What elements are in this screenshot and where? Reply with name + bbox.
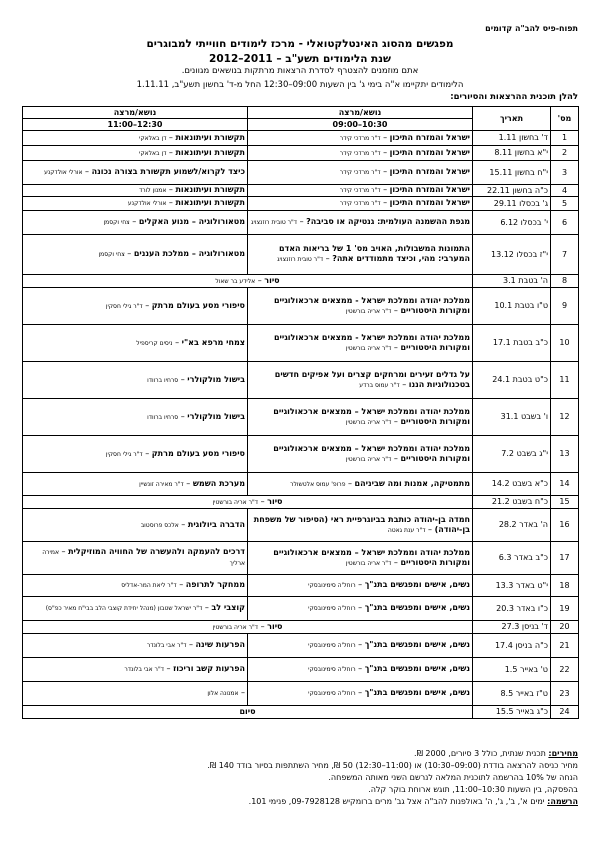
subject-cell-1: ישראל והמזרח התיכון – ד"ר מרדכי קידר	[248, 146, 473, 161]
subject-cell-1: מגפת ההשמנה העולמית: גנטיקה או סביבה? – ד"ר טובית רוזנצויג	[248, 211, 473, 235]
lecture-subject: הפרעות קשב וריכוז	[173, 664, 245, 673]
row-date: י"ט באדר 13.3	[473, 575, 551, 597]
subject-cell-1: נשים, אישים ומפגשים בתנ"ך – רוחל'ה סימינובסקי	[248, 658, 473, 682]
lecturer-name: ד"ר אריה בורשטין	[345, 344, 392, 352]
row-date: כ"ב בטבת 17.1	[473, 325, 551, 362]
lecture-subject: נשים, אישים ומפגשים בתנ"ך	[364, 603, 470, 612]
row-number: 11	[551, 362, 579, 399]
row-number: 13	[551, 436, 579, 473]
subject-cell-1: ישראל והמזרח התיכון – ד"ר מרדכי קידר	[248, 185, 473, 197]
subject-cell-2: תקשורת ועיתונאות – אורלי אולדקנע	[23, 197, 248, 211]
lecture-subject: קוצבי לב	[211, 603, 245, 612]
lecture-subject: מערכת השמש	[192, 478, 245, 488]
table-row	[23, 131, 579, 146]
notes-section	[22, 748, 578, 808]
table-row	[23, 509, 579, 542]
tour-label: סיום	[239, 707, 256, 716]
lecturer-name: ד"ר מאירה זונשיין	[139, 480, 184, 488]
table-row	[23, 706, 579, 719]
schedule-rows	[23, 131, 579, 719]
table-row	[23, 436, 579, 473]
tour-guide: אלידע בר שאול	[215, 277, 256, 285]
lecture-subject: ממחקר לתרופה	[185, 580, 245, 589]
subject-cell-1: נשים, אישים ומפגשים בתנ"ך – רוחל'ה סימינובסקי	[248, 634, 473, 658]
lecturer-name: רוחל'ה סימינובסקי	[308, 582, 356, 589]
lecture-subject: בישול מולקולרי	[187, 374, 245, 384]
row-date: ה' באדר 28.2	[473, 509, 551, 542]
lecturer-name: ד"ר גילי חסקין	[105, 450, 143, 458]
lecturer-name: ד"ר טובית רוזנצויג	[251, 219, 298, 226]
schedule-line: הלימודים יתקיימו א"ה בימי ג' בין השעות 09:00–12:30 החל מ-ד' בחשון תשע"ב, 1.11.11	[136, 80, 464, 90]
row-date: י"ח בחשון 15.11	[473, 161, 551, 185]
lecturer-name: רוחל'ה סימינובסקי	[308, 690, 356, 697]
subject-cell-2: בישול מולקולרי – סרחיו ברוודו	[23, 399, 248, 436]
lecturer-name: צחי וקסמן	[98, 251, 125, 258]
lecture-subject: ישראל והמזרח התיכון	[389, 147, 470, 157]
row-number: 2	[551, 146, 579, 161]
tour-cell: סיור – ד"ר אריה בורשטין	[23, 496, 473, 509]
lecture-subject: תקשורת ועיתונאות	[175, 185, 245, 194]
subject-cell-2: בישול מולקולרי – סרחיו ברוודו	[23, 362, 248, 399]
tour-cell: סיור – אלידע בר שאול	[23, 275, 473, 288]
lecture-subject: נשים, אישים ומפגשים בתנ"ך	[364, 664, 470, 673]
subject-cell-1: נשים, אישים ומפגשים בתנ"ך – רוחל'ה סימינובסקי	[248, 597, 473, 621]
subject-cell-1: נשים, אישים ומפגשים בתנ"ך – רוחל'ה סימינובסקי	[248, 575, 473, 597]
lecturer-name: פרופ' עמוס אלטשולר	[290, 480, 346, 488]
subject-cell-2: הדברה ביולוגית – אלכס פרוסטוב	[23, 509, 248, 542]
subject-cell-2: צמחי מרפא בא"י – ניסים קריספיל	[23, 325, 248, 362]
lecturer-name: אורלי אולדקנע	[44, 169, 83, 176]
lecturer-name: ד"ר אריה בורשטין	[345, 559, 392, 567]
lecturer-name: ד"ר מרדכי קידר	[339, 169, 381, 176]
lecture-subject: דרכים להעמקה ולהעשרה של החוויה המוזיקלית	[68, 547, 245, 556]
discount-line: הנחה של 10% בהרשמה לתוכנית המלאה לנרשם השני מאותה המשפחה.	[328, 773, 578, 782]
lecture-subject: סיפורי מסע בעולם מרתק	[151, 300, 245, 310]
subject-cell-1: התמונות המשבולות, האויב מס' 1 של בריאות האדם המערבי: מהי, וכיצד מתמודדים אתה? – ד"ר טובית רוזנצויג	[248, 235, 473, 275]
lecture-subject: ממלכת יהודה וממלכת ישראל - ממצאים ארכאולוגיים ומקורות היסטוריים	[273, 332, 470, 352]
lecturer-name: ניסים קריספיל	[136, 339, 173, 347]
subject-cell-2: – אמנונה אלון	[23, 682, 248, 706]
lecturer-name: אורלי אולדקנע	[127, 200, 167, 207]
lecturer-name: ד"ר אבי בלונדר	[146, 642, 187, 649]
lecturer-name: רוחל'ה סימינובסקי	[308, 605, 356, 612]
break-line: בהפסקה, בין השעות 10:30–11:00, תוגש ארוחת בוקר קלה.	[368, 785, 578, 794]
lecture-subject: מטאורולוגיה – מנוע האקלים	[138, 217, 245, 226]
row-date: ה' בטבת 3.1	[473, 275, 551, 288]
subject-cell-1: חמדה בן-יהודה כותבת בביוגרפיית ראי (הסיפור של משפחת בן-יהודה) – ד"ר ענת גאטה	[248, 509, 473, 542]
row-date: כ"ו באדר 20.3	[473, 597, 551, 621]
row-date: ד' בניסן 27.3	[473, 621, 551, 634]
subject-cell-2: מערכת השמש – ד"ר מאירה זונשיין	[23, 473, 248, 496]
subject-cell-2: הפרעות קשב וריכוז – ד"ר אבי בלונדר	[23, 658, 248, 682]
lecture-subject: על גדלים זעירים ומרחקים קצרים ועל אפיקים חדשים בטכנולוגיות הננו	[274, 369, 470, 389]
row-number: 21	[551, 634, 579, 658]
table-row	[23, 362, 579, 399]
lecture-subject: ישראל והמזרח התיכון	[389, 132, 470, 142]
row-date: ט"ז באייר 8.5	[473, 682, 551, 706]
prices-label: מחירים:	[548, 749, 578, 758]
lecture-subject: נשים, אישים ומפגשים בתנ"ך	[364, 580, 470, 589]
header-date: תאריך	[473, 107, 551, 131]
row-date: י' בכסלו 6.12	[473, 211, 551, 235]
subject-cell-2: סיפורי מסע בעולם מרתק – ד"ר גילי חסקין	[23, 436, 248, 473]
lecturer-name: ד"ר עמוס ברדע	[359, 381, 400, 389]
row-date: ג' בכסלו 29.11	[473, 197, 551, 211]
lecture-subject: מתמטיקה, אמנות ומה שביניהם	[354, 478, 470, 488]
row-number: 5	[551, 197, 579, 211]
table-row	[23, 288, 579, 325]
subject-cell-2: מטאורולוגיה – ממלכת העננים – צחי וקסמן	[23, 235, 248, 275]
lecturer-name: ד"ר אריה בורשטין	[345, 418, 392, 426]
lecturer-name: ד"ר מרדכי קידר	[339, 149, 381, 157]
subject-cell-1: על גדלים זעירים ומרחקים קצרים ועל אפיקים חדשים בטכנולוגיות הננו – ד"ר עמוס ברדע	[248, 362, 473, 399]
subject-cell-1: מתמטיקה, אמנות ומה שביניהם – פרופ' עמוס אלטשולר	[248, 473, 473, 496]
tour-label: סיור	[264, 275, 280, 285]
header-time-2: 11:00–12:30	[23, 119, 248, 131]
subject-cell-2: תקשורת ועיתונאות – אמנון לורד	[23, 185, 248, 197]
subject-cell-1: ישראל והמזרח התיכון – ד"ר מרדכי קידר	[248, 197, 473, 211]
lecturer-name: צחי וקסמן	[103, 219, 130, 226]
lecturer-name: דן באלאקי	[139, 134, 167, 142]
lecture-subject: תקשורת ועיתונאות	[175, 147, 245, 157]
row-number: 3	[551, 161, 579, 185]
tour-guide: ד"ר אריה בורשטין	[212, 623, 259, 631]
lecture-subject: סיפורי מסע בעולם מרתק	[151, 448, 245, 458]
row-number: 6	[551, 211, 579, 235]
row-number: 15	[551, 496, 579, 509]
table-row	[23, 325, 579, 362]
row-number: 18	[551, 575, 579, 597]
row-date: י"ג בשבט 7.2	[473, 436, 551, 473]
lecturer-name: דן באלאקי	[139, 149, 167, 157]
table-row	[23, 146, 579, 161]
schedule-table	[22, 106, 579, 719]
lecture-subject: מגפת ההשמנה העולמית: גנטיקה או סביבה?	[306, 217, 470, 226]
lecture-subject: בישול מולקולרי	[187, 411, 245, 421]
subject-cell-2: דרכים להעמקה ולהעשרה של החוויה המוזיקלית – אמירה ארליך	[23, 542, 248, 575]
row-date: י"א בחשון 8.11	[473, 146, 551, 161]
subject-cell-2: מטאורולוגיה – מנוע האקלים – צחי וקסמן	[23, 211, 248, 235]
tour-cell: סיור – ד"ר אריה בורשטין	[23, 621, 473, 634]
subject-cell-1: ישראל והמזרח התיכון – ד"ר מרדכי קידר	[248, 161, 473, 185]
registration-line	[22, 796, 578, 808]
lecturer-name: ד"ר טובית רוזנצויג	[277, 256, 324, 263]
subject-cell-2: כיצד לקרוא/לשמוע תקשורת בצורה נכונה – אורלי אולדקנע	[23, 161, 248, 185]
table-row	[23, 658, 579, 682]
lecture-subject: כיצד לקרוא/לשמוע תקשורת בצורה נכונה	[91, 167, 245, 176]
lecture-subject: חמדה בן-יהודה כותבת בביוגרפיית ראי (הסיפור של משפחת בן-יהודה)	[253, 514, 470, 534]
lecturer-name: אמנון לורד	[138, 187, 167, 194]
row-number: 12	[551, 399, 579, 436]
row-number: 8	[551, 275, 579, 288]
table-row	[23, 197, 579, 211]
registration-label: הרשמה:	[547, 797, 578, 806]
organization-name: תפוח-פיס להב"ה קדומים	[485, 24, 578, 33]
row-date: כ"ב באדר 6.3	[473, 542, 551, 575]
lecture-subject: הפרעות שינה	[195, 640, 245, 649]
row-number: 4	[551, 185, 579, 197]
lecture-subject: תקשורת ועיתונאות	[175, 198, 245, 207]
table-row	[23, 634, 579, 658]
row-date: ו' בשבט 31.1	[473, 399, 551, 436]
row-number: 20	[551, 621, 579, 634]
row-number: 14	[551, 473, 579, 496]
single-price-line: מחיר כניסה להרצאה בודדת (09:00–10:30) או (11:00–12:30) 50 ₪, מחיר השתתפות בסיור בודד 140 ₪.	[207, 761, 578, 770]
row-date: כ"ג באייר 15.5	[473, 706, 551, 719]
row-date: ד' בחשון 1.11	[473, 131, 551, 146]
row-date: כ"ה בניסן 17.4	[473, 634, 551, 658]
header-time-1: 09:00–10:30	[248, 119, 473, 131]
row-date: ט' באייר 1.5	[473, 658, 551, 682]
subject-cell-1: ישראל והמזרח התיכון – ד"ר מרדכי קידר	[248, 131, 473, 146]
subject-cell-1: ממלכת יהודה וממלכת ישראל – ממצאים ארכאולוגיים ומקורות היסטוריים – ד"ר אריה בורשטין	[248, 542, 473, 575]
row-number: 23	[551, 682, 579, 706]
subject-cell-2: תקשורת ועיתונאות – דן באלאקי	[23, 146, 248, 161]
lecture-subject: צמחי מרפא בא"י	[181, 337, 245, 347]
subject-cell-2: ממחקר לתרופה – ד"ר ליאת המר-אדליס	[23, 575, 248, 597]
lecturer-name: ד"ר אבי בלונדר	[124, 666, 164, 673]
row-number: 22	[551, 658, 579, 682]
row-number: 19	[551, 597, 579, 621]
lecturer-name: אמירה ארליך	[42, 549, 245, 567]
tour-label: סיור	[267, 621, 283, 631]
row-number: 17	[551, 542, 579, 575]
lecture-subject: נשים, אישים ומפגשים בתנ"ך	[364, 688, 470, 697]
lecturer-name: רוחל'ה סימינובסקי	[308, 642, 356, 649]
subject-cell-2: תקשורת ועיתונאות – דן באלאקי	[23, 131, 248, 146]
lecturer-name: רוחל'ה סימינובסקי	[308, 666, 356, 673]
lecture-subject: ממלכת יהודה וממלכת ישראל – ממצאים ארכאולוגיים ומקורות היסטוריים	[273, 547, 470, 567]
registration-text: ימים א', ב', ג', ה' באולפנות להב"ה אצל גב' מרים ברומקיש 09-7928128, פנימי 101.	[248, 797, 545, 806]
lecturer-name: ד"ר אריה בורשטין	[345, 307, 392, 315]
table-row	[23, 211, 579, 235]
tour-label: סיור	[267, 496, 283, 506]
lecturer-name: ד"ר ישראל שטבון (מנהל יחידת קוצבי הלב בבי"ח מאיר כפ"ס)	[45, 605, 203, 612]
prices-text: תכנית שנתית, כולל 3 סיורים, 2000 ₪.	[414, 749, 546, 758]
row-date: כ"ח בשבט 21.2	[473, 496, 551, 509]
program-label: להלן תוכנית ההרצאות והסיורים:	[450, 92, 578, 102]
lecture-subject: ישראל והמזרח התיכון	[389, 185, 470, 194]
table-row	[23, 597, 579, 621]
lecturer-name: ד"ר מרדכי קידר	[339, 134, 381, 142]
subject-cell-1: ממלכת יהודה וממלכת ישראל – ממצאים ארכאולוגיים ומקורות היסטוריים – ד"ר אריה בורשטין	[248, 436, 473, 473]
table-row	[23, 496, 579, 509]
prices-line	[22, 748, 578, 760]
lecturer-name: ד"ר ליאת המר-אדליס	[121, 582, 177, 589]
lecturer-name: סרחיו ברוודו	[147, 376, 179, 384]
row-date: כ"א בשבט 14.2	[473, 473, 551, 496]
row-number: 24	[551, 706, 579, 719]
lecturer-name: סרחיו ברוודו	[147, 413, 179, 421]
lecture-subject: מטאורולוגיה – ממלכת העננים	[133, 249, 245, 258]
table-row	[23, 399, 579, 436]
subject-cell-2: הפרעות שינה – ד"ר אבי בלונדר	[23, 634, 248, 658]
row-date: ט"ו בטבת 10.1	[473, 288, 551, 325]
lecturer-name: ד"ר גילי חסקין	[105, 302, 143, 310]
tour-cell	[23, 706, 473, 719]
lecture-subject: ממלכת יהודה וממלכת ישראל – ממצאים ארכאולוגיים ומקורות היסטוריים	[273, 443, 470, 463]
subject-cell-1: ממלכת יהודה וממלכת ישראל – ממצאים ארכאולוגיים ומקורות היסטוריים – ד"ר אריה בורשטין	[248, 399, 473, 436]
lecture-subject: ממלכת יהודה וממלכת ישראל - ממצאים ארכאולוגיים ומקורות היסטוריים	[273, 295, 470, 315]
lecture-subject: ישראל והמזרח התיכון	[389, 198, 470, 207]
row-date: י"ז בכסלו 13.12	[473, 235, 551, 275]
row-number: 9	[551, 288, 579, 325]
lecturer-name: ד"ר מרדכי קידר	[339, 187, 381, 194]
row-number: 7	[551, 235, 579, 275]
document-subtitle: שנת הלימודים תשע"ב – 2011–2012	[209, 53, 391, 65]
lecture-subject: התמונות המשבולות, האויב מס' 1 של בריאות האדם המערבי: מהי, וכיצד מתמודדים אתה?	[278, 244, 470, 263]
table-row	[23, 235, 579, 275]
table-row	[23, 542, 579, 575]
lecture-subject: ישראל והמזרח התיכון	[389, 167, 470, 176]
table-row	[23, 682, 579, 706]
lecturer-name: ד"ר ענת גאטה	[387, 526, 426, 534]
lecture-subject: ממלכת יהודה וממלכת ישראל – ממצאים ארכאולוגיים ומקורות היסטוריים	[273, 406, 470, 426]
row-number: 16	[551, 509, 579, 542]
document-title: מפגשים מהסוג האינטלקטואלי - מרכז לימודים חווייתי למבוגרים	[146, 38, 454, 50]
lecturer-name: ד"ר אריה בורשטין	[345, 455, 392, 463]
row-date: כ"ט בטבת 24.1	[473, 362, 551, 399]
header-subject-2: נושא/מרצה	[23, 107, 248, 119]
subject-cell-1: נשים, אישים ומפגשים בתנ"ך – רוחל'ה סימינובסקי	[248, 682, 473, 706]
subject-cell-2: סיפורי מסע בעולם מרתק – ד"ר גילי חסקין	[23, 288, 248, 325]
table-row	[23, 473, 579, 496]
lecture-subject: תקשורת ועיתונאות	[175, 132, 245, 142]
lecturer-name: אמנונה אלון	[207, 690, 239, 697]
row-number: 10	[551, 325, 579, 362]
header-num: מס'	[551, 107, 579, 131]
table-row	[23, 621, 579, 634]
invitation-line: אתם מוזמנים להצטרף לסדרת הרצאות מרתקות בנושאים מגוונים.	[181, 66, 419, 76]
row-date: כ"ה בחשון 22.11	[473, 185, 551, 197]
subject-cell-2: קוצבי לב – ד"ר ישראל שטבון (מנהל יחידת קוצבי הלב בבי"ח מאיר כפ"ס)	[23, 597, 248, 621]
table-row	[23, 575, 579, 597]
subject-cell-1: ממלכת יהודה וממלכת ישראל - ממצאים ארכאולוגיים ומקורות היסטוריים – ד"ר אריה בורשטין	[248, 288, 473, 325]
header-subject-1: נושא/מרצה	[248, 107, 473, 119]
tour-guide: ד"ר אריה בורשטין	[212, 498, 259, 506]
table-row	[23, 161, 579, 185]
row-number: 1	[551, 131, 579, 146]
table-row	[23, 185, 579, 197]
lecturer-name: אלכס פרוסטוב	[140, 521, 179, 529]
lecture-subject: נשים, אישים ומפגשים בתנ"ך	[364, 640, 470, 649]
lecturer-name: ד"ר מרדכי קידר	[339, 200, 381, 207]
subject-cell-1: ממלכת יהודה וממלכת ישראל - ממצאים ארכאולוגיים ומקורות היסטוריים – ד"ר אריה בורשטין	[248, 325, 473, 362]
table-row	[23, 275, 579, 288]
lecture-subject: הדברה ביולוגית	[187, 519, 245, 529]
